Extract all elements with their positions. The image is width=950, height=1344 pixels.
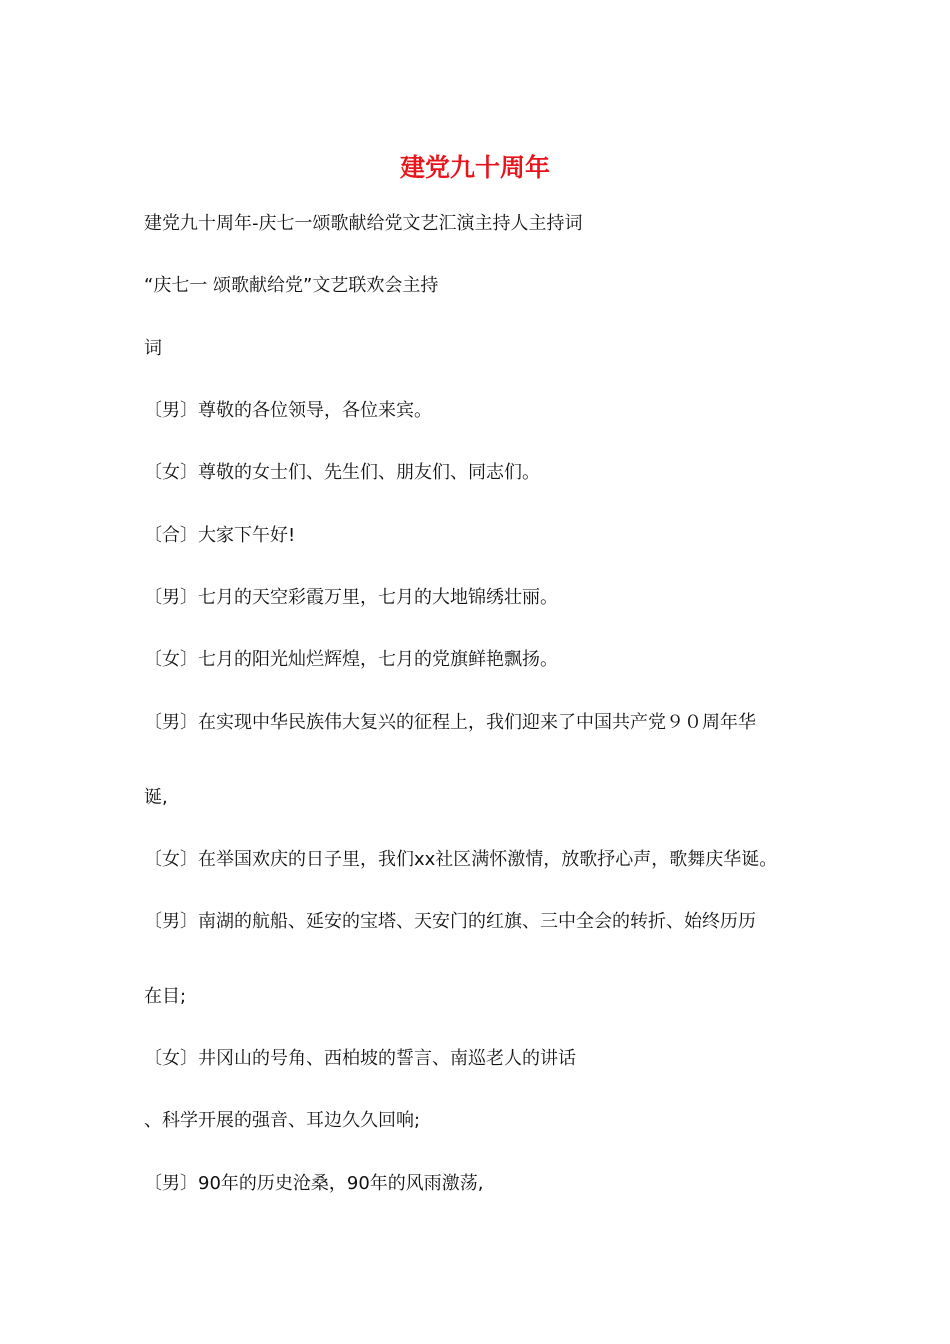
paragraph-line: 〔男〕尊敬的各位领导，各位来宾。 bbox=[144, 400, 432, 421]
paragraph-line: 〔男〕在实现中华民族伟大复兴的征程上，我们迎来了中国共产党９０周年华 bbox=[144, 712, 756, 733]
paragraph-line: “庆七一 颂歌献给党”文艺联欢会主持 bbox=[144, 275, 439, 296]
document-title: 建党九十周年 bbox=[399, 153, 550, 182]
paragraph-line: 〔男〕七月的天空彩霞万里，七月的大地锦绣壮丽。 bbox=[144, 587, 558, 608]
paragraph-line: 〔合〕大家下午好! bbox=[144, 525, 296, 546]
paragraph-line: 〔女〕井冈山的号角、西柏坡的誓言、南巡老人的讲话 bbox=[144, 1048, 576, 1069]
paragraph-line: 〔男〕南湖的航船、延安的宝塔、天安门的红旗、三中全会的转折、始终历历 bbox=[144, 911, 756, 932]
paragraph-line: 在目; bbox=[144, 986, 187, 1007]
paragraph-line: 、科学开展的强音、耳边久久回响; bbox=[144, 1110, 421, 1131]
paragraph-line: 〔女〕七月的阳光灿烂辉煌，七月的党旗鲜艳飘扬。 bbox=[144, 649, 558, 670]
paragraph-line: 〔女〕尊敬的女士们、先生们、朋友们、同志们。 bbox=[144, 462, 540, 483]
paragraph-line: 词 bbox=[144, 338, 162, 359]
paragraph-line: 〔女〕在举国欢庆的日子里，我们xx社区满怀激情，放歌抒心声，歌舞庆华诞。 bbox=[144, 849, 778, 870]
paragraph-line: 〔男〕90年的历史沧桑，90年的风雨激荡, bbox=[144, 1173, 484, 1194]
paragraph-line: 诞, bbox=[144, 787, 168, 808]
paragraph-line: 建党九十周年-庆七一颂歌献给党文艺汇演主持人主持词 bbox=[144, 213, 583, 234]
